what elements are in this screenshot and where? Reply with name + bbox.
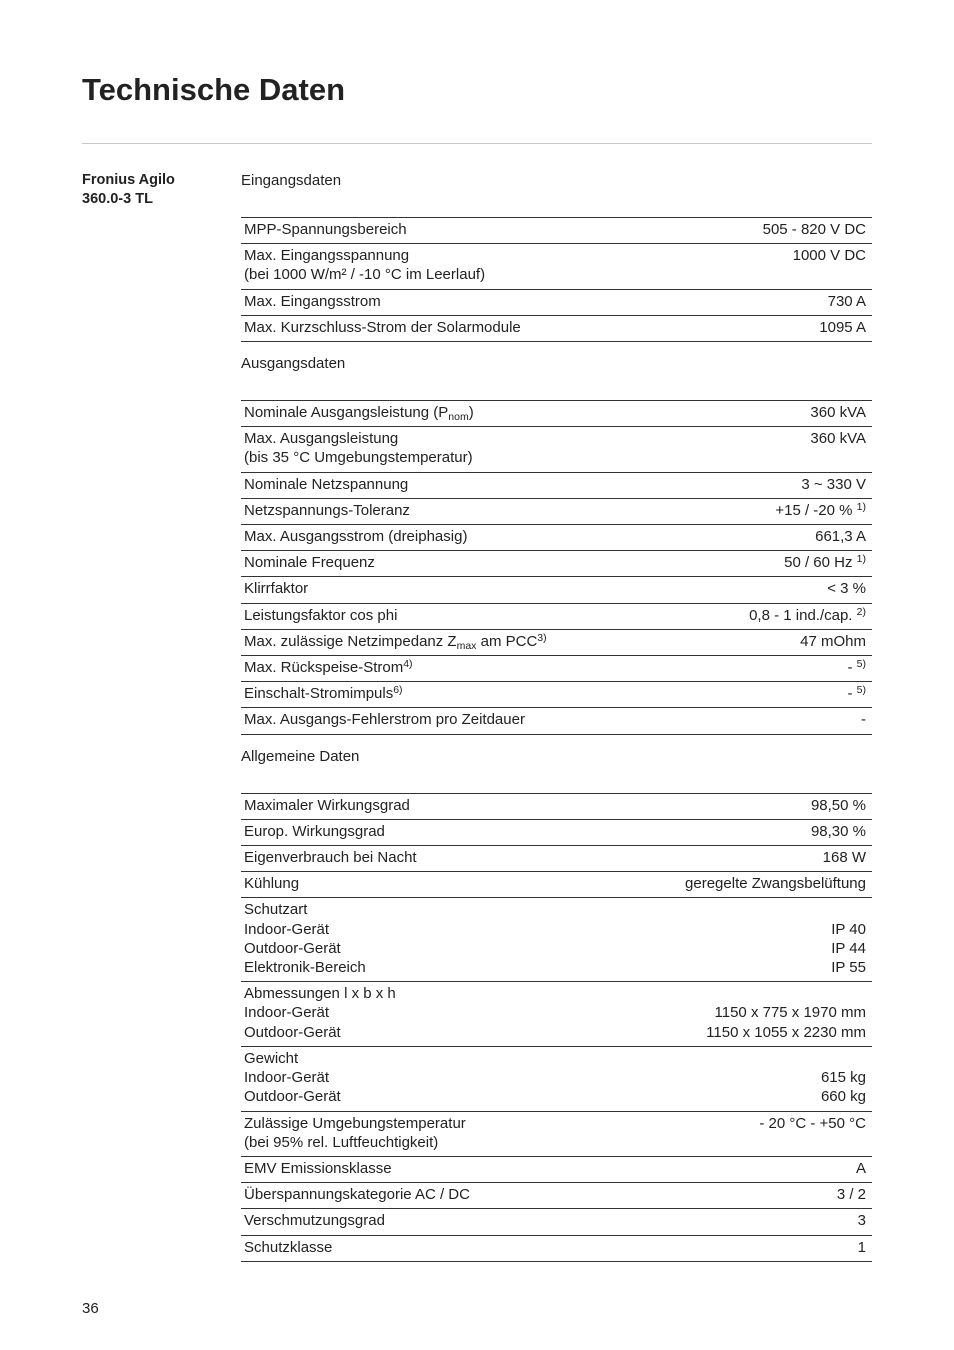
spec-label-line xyxy=(244,874,584,893)
spec-label-text: Klirrfaktor xyxy=(244,580,309,598)
spec-value xyxy=(590,1046,872,1111)
spec-label xyxy=(241,1156,590,1182)
spec-value-text: 3 xyxy=(857,1212,866,1230)
spec-label-text: Nominale Ausgangsleistung (P xyxy=(244,404,449,422)
spec-value xyxy=(590,819,872,845)
spec-label-text: Max. Ausgangsleistung xyxy=(244,430,399,448)
spec-label-text: Zulässige Umgebungstemperatur xyxy=(244,1114,466,1132)
spec-label xyxy=(241,872,590,898)
spec-value-text: 168 W xyxy=(822,849,866,867)
spec-label-line xyxy=(244,429,684,448)
spec-value-text: 1 xyxy=(857,1238,866,1256)
spec-value xyxy=(690,551,872,577)
spec-row xyxy=(241,603,872,629)
spec-label-text: Nominale Frequenz xyxy=(244,554,375,572)
spec-value-line: IP 44 xyxy=(831,939,866,957)
spec-label xyxy=(241,656,690,682)
spec-row xyxy=(241,1111,872,1156)
spec-label-line: Schutzart xyxy=(244,901,308,919)
spec-label-text: Eigenverbrauch bei Nacht xyxy=(244,849,417,867)
spec-row xyxy=(241,1235,872,1261)
model-name xyxy=(82,171,222,209)
spec-value xyxy=(690,682,872,708)
spec-value-text: 50 / 60 Hz xyxy=(784,554,853,572)
spec-label xyxy=(241,244,694,289)
spec-label-text: Max. Ausgangsstrom (dreiphasig) xyxy=(244,528,468,546)
spec-label-line xyxy=(244,684,684,703)
spec-value-line: IP 40 xyxy=(831,920,866,938)
spec-label-line xyxy=(244,579,684,598)
spec-label-line: Gewicht xyxy=(244,1049,299,1067)
spec-value-text: geregelte Zwangsbelüftung xyxy=(685,875,866,893)
spec-label-line xyxy=(244,527,684,546)
spec-value-text: 3 / 2 xyxy=(836,1186,866,1204)
spec-label-line: (bei 1000 W/m² / -10 °C im Leerlauf) xyxy=(244,266,486,284)
spec-row xyxy=(241,1156,872,1182)
footnote-ref: 1) xyxy=(856,553,866,566)
spec-value xyxy=(690,656,872,682)
page-number: 36 xyxy=(82,1300,99,1317)
spec-label-line xyxy=(244,632,684,651)
spec-value xyxy=(690,498,872,524)
spec-label-text-end: ) xyxy=(468,404,474,422)
spec-value xyxy=(590,846,872,872)
spec-label xyxy=(241,982,590,1047)
spec-row xyxy=(241,577,872,603)
spec-row xyxy=(241,218,872,244)
output-data-table xyxy=(241,400,872,735)
spec-label-line xyxy=(244,848,584,867)
spec-label-line xyxy=(244,606,684,625)
spec-label-line xyxy=(244,1211,584,1230)
footnote-ref: 5) xyxy=(856,658,866,671)
spec-label-line xyxy=(244,553,684,572)
spec-value-line xyxy=(593,1049,866,1068)
spec-value-line: 660 kg xyxy=(820,1088,866,1106)
spec-value xyxy=(590,982,872,1047)
spec-label-text: Leistungsfaktor cos phi xyxy=(244,606,398,624)
spec-value xyxy=(690,472,872,498)
spec-label-line xyxy=(244,1159,584,1178)
spec-value-text: 505 - 820 V DC xyxy=(762,221,866,238)
spec-label xyxy=(241,218,694,244)
spec-value-text: - xyxy=(861,711,866,729)
spec-label-subscript: nom xyxy=(448,411,469,424)
input-data-table xyxy=(241,217,872,342)
spec-value-text: 0,8 - 1 ind./cap. xyxy=(749,606,853,624)
spec-label xyxy=(241,551,690,577)
footnote-ref: 1) xyxy=(856,500,866,513)
spec-row xyxy=(241,898,872,982)
input-data-heading: Eingangsdaten xyxy=(241,172,342,189)
spec-value xyxy=(690,603,872,629)
general-data-heading: Allgemeine Daten xyxy=(241,747,360,765)
spec-value-line: 1150 x 775 x 1970 mm xyxy=(714,1004,866,1022)
spec-value xyxy=(590,1183,872,1209)
spec-label xyxy=(241,1235,590,1261)
spec-value-text: 360 kVA xyxy=(810,404,866,422)
spec-label-text: Schutzklasse xyxy=(244,1238,333,1256)
spec-value xyxy=(590,898,872,982)
spec-label xyxy=(241,682,690,708)
spec-label-line: Outdoor-Gerät xyxy=(244,1023,341,1041)
spec-value-text: A xyxy=(855,1159,866,1177)
spec-label-line xyxy=(244,318,688,337)
spec-value-text: - 20 °C - +50 °C xyxy=(759,1114,866,1132)
spec-label xyxy=(241,315,694,341)
spec-row xyxy=(241,427,872,472)
spec-value xyxy=(590,1235,872,1261)
spec-label-line: Elektronik-Bereich xyxy=(244,959,366,977)
spec-value xyxy=(690,629,872,655)
spec-value-text: - xyxy=(847,659,853,677)
spec-label-text: Kühlung xyxy=(244,875,300,893)
spec-row xyxy=(241,551,872,577)
spec-label xyxy=(241,1183,590,1209)
spec-row xyxy=(241,289,872,315)
footnote-ref: 6) xyxy=(393,684,403,697)
spec-value xyxy=(694,289,872,315)
spec-label-line xyxy=(244,292,688,311)
spec-label xyxy=(241,401,690,427)
spec-label-text: EMV Emissionsklasse xyxy=(244,1159,392,1177)
spec-label-line: Outdoor-Gerät xyxy=(244,1088,341,1106)
spec-value xyxy=(590,1156,872,1182)
general-data-table xyxy=(241,793,872,1262)
spec-row xyxy=(241,629,872,655)
spec-row xyxy=(241,315,872,341)
footnote-ref: 3) xyxy=(537,631,547,644)
spec-row xyxy=(241,1183,872,1209)
spec-label-line xyxy=(244,1185,584,1204)
spec-label-line: Indoor-Gerät xyxy=(244,1069,330,1087)
spec-row xyxy=(241,708,872,734)
spec-label-line: Outdoor-Gerät xyxy=(244,939,341,957)
spec-label xyxy=(241,289,694,315)
spec-label xyxy=(241,629,690,655)
spec-value-text: 360 kVA xyxy=(810,430,866,448)
spec-label-line xyxy=(244,246,688,265)
spec-label xyxy=(241,1209,590,1235)
spec-row xyxy=(241,498,872,524)
spec-value-text: 98,50 % xyxy=(810,796,866,814)
footnote-ref: 2) xyxy=(856,605,866,618)
spec-label-text: Max. Rückspeise-Strom xyxy=(244,659,404,677)
spec-label-line xyxy=(244,220,688,239)
model-name-line1: Fronius Agilo xyxy=(82,172,175,188)
spec-label-line: (bis 35 °C Umgebungstemperatur) xyxy=(244,449,473,467)
spec-label xyxy=(241,472,690,498)
spec-row xyxy=(241,982,872,1047)
spec-label xyxy=(241,525,690,551)
spec-row xyxy=(241,1209,872,1235)
spec-row xyxy=(241,819,872,845)
spec-label xyxy=(241,898,590,982)
spec-label xyxy=(241,498,690,524)
spec-value-line: IP 55 xyxy=(831,959,866,977)
spec-label-text: Netzspannungs-Toleranz xyxy=(244,501,410,519)
spec-label-line xyxy=(244,501,684,520)
spec-value-line xyxy=(593,984,866,1003)
spec-row xyxy=(241,682,872,708)
spec-row xyxy=(241,872,872,898)
spec-value-text: 661,3 A xyxy=(815,528,866,546)
spec-value-line: 615 kg xyxy=(820,1069,866,1087)
spec-label-text: Max. zulässige Netzimpedanz Z xyxy=(244,632,457,650)
output-data-heading: Ausgangsdaten xyxy=(241,355,346,373)
spec-row xyxy=(241,656,872,682)
spec-label-line: Indoor-Gerät xyxy=(244,1004,330,1022)
footnote-ref: 4) xyxy=(403,658,413,671)
spec-label-text: Einschalt-Stromimpuls xyxy=(244,685,394,703)
spec-label xyxy=(241,1046,590,1111)
spec-row xyxy=(241,472,872,498)
spec-value-text: +15 / -20 % xyxy=(775,501,853,519)
spec-label-text-end: am PCC xyxy=(476,632,538,650)
spec-value-line xyxy=(593,900,866,919)
spec-value-line: 1150 x 1055 x 2230 mm xyxy=(706,1023,866,1041)
spec-label xyxy=(241,603,690,629)
spec-label-text: Max. Kurzschluss-Strom der Solarmodule xyxy=(244,318,521,336)
spec-value xyxy=(590,1111,872,1156)
spec-label xyxy=(241,577,690,603)
spec-label-text: Nominale Netzspannung xyxy=(244,475,409,493)
spec-label-line xyxy=(244,710,684,729)
title-divider xyxy=(82,143,872,144)
spec-row xyxy=(241,244,872,289)
spec-value xyxy=(690,427,872,472)
spec-label-line xyxy=(244,796,584,815)
spec-label xyxy=(241,846,590,872)
spec-label-text: Maximaler Wirkungsgrad xyxy=(244,796,410,814)
spec-row xyxy=(241,1046,872,1111)
spec-value xyxy=(590,872,872,898)
spec-value xyxy=(694,218,872,244)
spec-label-text: MPP-Spannungsbereich xyxy=(244,221,407,238)
spec-value xyxy=(694,244,872,289)
spec-row xyxy=(241,793,872,819)
spec-label-subscript: max xyxy=(456,639,477,652)
spec-label-line: Abmessungen l x b x h xyxy=(244,985,396,1003)
spec-label-line xyxy=(244,403,684,422)
spec-content xyxy=(241,171,872,1262)
spec-row xyxy=(241,401,872,427)
spec-value xyxy=(590,793,872,819)
spec-label-line: (bei 95% rel. Luftfeuchtigkeit) xyxy=(244,1133,439,1151)
spec-label-text: Max. Ausgangs-Fehlerstrom pro Zeitdauer xyxy=(244,711,525,729)
spec-value-text: < 3 % xyxy=(827,580,866,598)
footnote-ref: 5) xyxy=(856,684,866,697)
model-name-line2: 360.0-3 TL xyxy=(82,191,153,207)
spec-value-text: 730 A xyxy=(827,292,866,310)
spec-label xyxy=(241,1111,590,1156)
spec-label xyxy=(241,819,590,845)
spec-label xyxy=(241,427,690,472)
spec-label-text: Überspannungskategorie AC / DC xyxy=(244,1186,470,1204)
spec-value xyxy=(690,708,872,734)
spec-label-text: Max. Eingangsstrom xyxy=(244,292,381,310)
spec-value xyxy=(690,525,872,551)
spec-value-text: 47 mOhm xyxy=(800,632,866,650)
spec-label-line xyxy=(244,1238,584,1257)
spec-value-text: 1000 V DC xyxy=(792,247,866,265)
spec-value xyxy=(690,577,872,603)
spec-label-line xyxy=(244,1114,584,1133)
spec-value xyxy=(590,1209,872,1235)
spec-label-text: Europ. Wirkungsgrad xyxy=(244,822,385,840)
spec-value-text: - xyxy=(847,685,853,703)
spec-value xyxy=(690,401,872,427)
spec-value-text: 1095 A xyxy=(819,318,866,336)
spec-label xyxy=(241,708,690,734)
page-title: Technische Daten xyxy=(82,72,346,107)
spec-label-text: Verschmutzungsgrad xyxy=(244,1212,385,1230)
spec-value-text: 3 ~ 330 V xyxy=(801,475,866,493)
spec-row xyxy=(241,846,872,872)
spec-label-line xyxy=(244,658,684,677)
spec-value-text: 98,30 % xyxy=(810,822,866,840)
spec-label-line xyxy=(244,475,684,494)
spec-label xyxy=(241,793,590,819)
spec-value xyxy=(694,315,872,341)
spec-label-line xyxy=(244,822,584,841)
spec-label-text: Max. Eingangsspannung xyxy=(244,247,410,265)
spec-row xyxy=(241,525,872,551)
spec-label-line: Indoor-Gerät xyxy=(244,920,330,938)
